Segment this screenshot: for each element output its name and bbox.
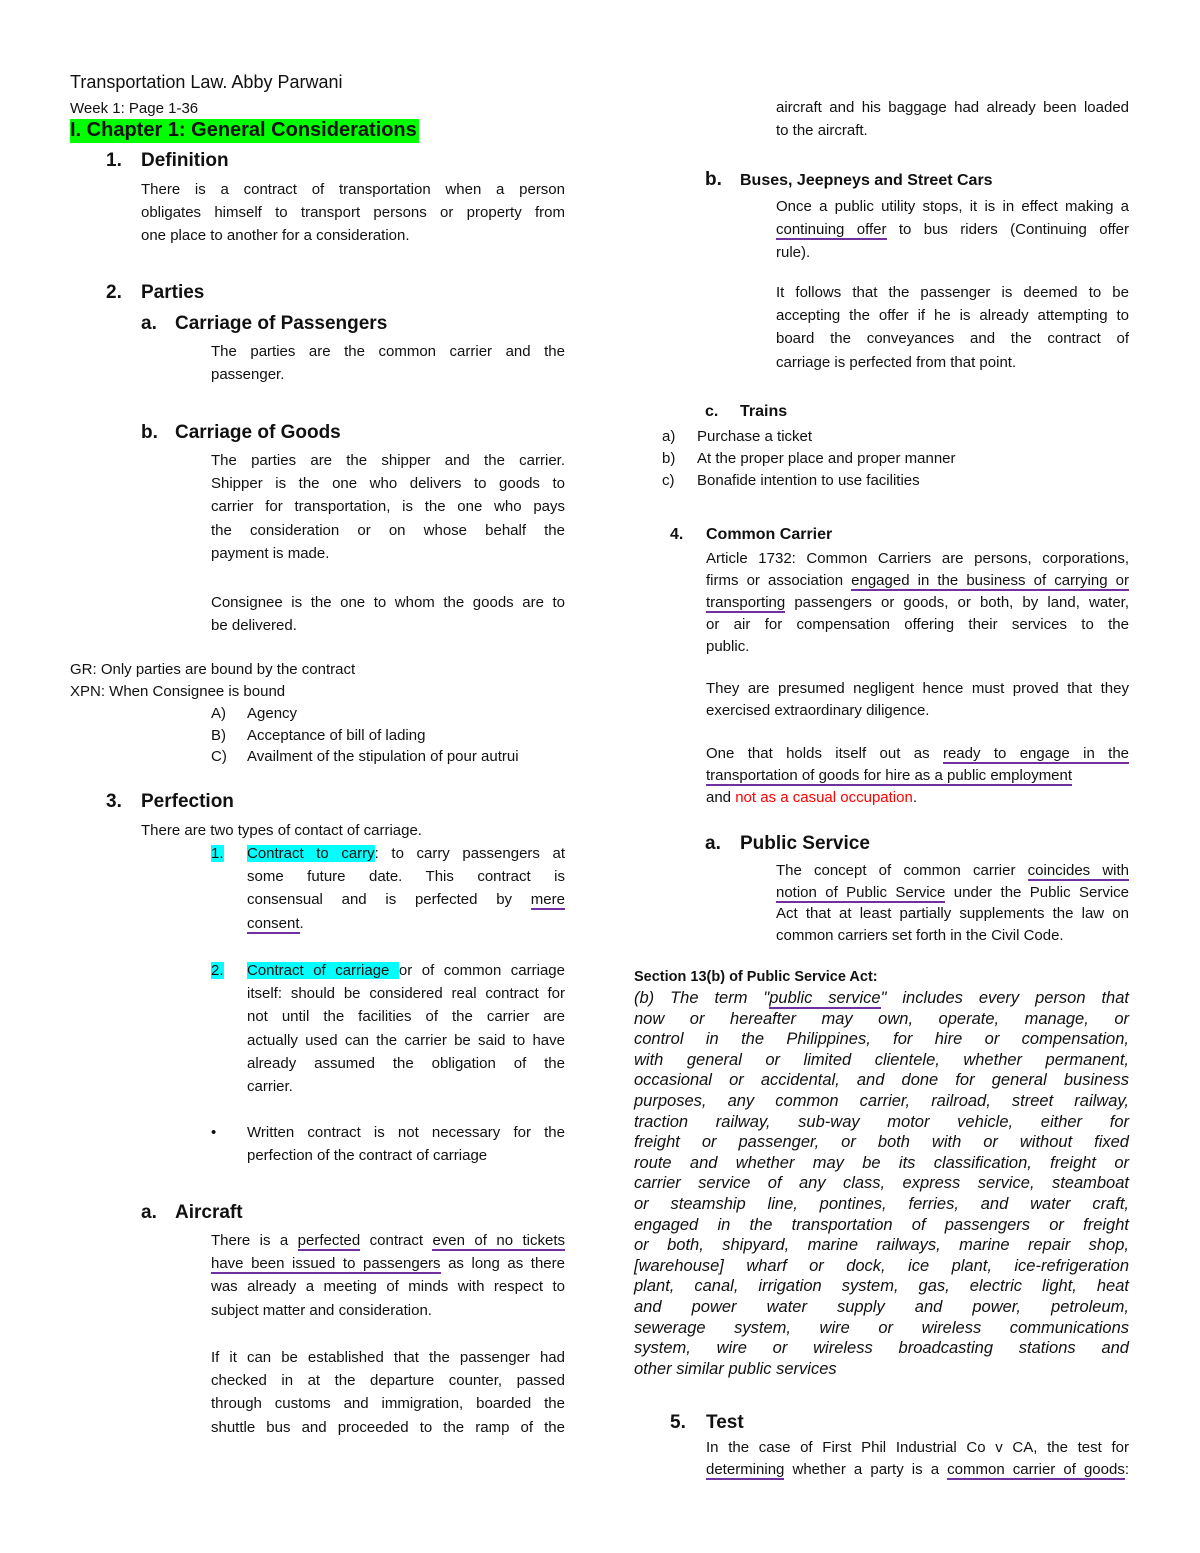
holds-itself-out-text <box>706 743 1129 809</box>
section-13b-heading: Section 13(b) of Public Service Act: <box>634 969 878 985</box>
text-line: Article 1732: Common Carriers are persons, corporations, <box>706 550 1129 567</box>
text-line: Contract to carry: to carry passengers at <box>247 845 565 862</box>
text-line: control in the Philippines, for hire or compensation, <box>634 1030 1129 1049</box>
text-line: obligates himself to transport persons or property from <box>141 204 565 222</box>
text-line: or both, shipyard, marine railways, marine repair shop, <box>634 1236 1129 1255</box>
subsection-goods-number: b. <box>141 422 158 443</box>
text-line: notion of Public Service under the Public Service <box>776 883 1130 901</box>
text-line: or air for compensation offering their services to the <box>706 616 1129 633</box>
section-common-carrier-number: 4. <box>670 526 684 543</box>
subsection-aircraft-number: a. <box>141 1202 157 1223</box>
section-13b-text <box>634 988 1129 1379</box>
text-line: One that holds itself out as ready to engage in the <box>706 745 1130 762</box>
text-line: Consignee is the one to whom the goods are to <box>211 594 565 611</box>
contract-to-carry-text <box>247 842 565 935</box>
subsection-goods-title: Carriage of Goods <box>175 422 341 443</box>
public-service-text <box>776 860 1129 946</box>
text-line: with general or limited clientele, whether permanent, <box>634 1050 1129 1069</box>
text-line: exercised extraordinary diligence. <box>706 702 930 719</box>
perfection-item-number: 2. <box>211 962 224 979</box>
subsection-trains-title: Trains <box>740 403 788 420</box>
document-title: Transportation Law. Abby Parwani <box>70 72 343 92</box>
bullet-text <box>247 1121 565 1167</box>
text-line: carrier. <box>247 1078 293 1096</box>
text-line: through customs and immigration, boarded the <box>211 1395 565 1413</box>
text-line: the consideration or on whose behalf the <box>211 521 565 539</box>
section-definition-number: 1. <box>106 150 122 171</box>
text-line: or steamship line, pontines, ferries, and water craft, <box>634 1194 1129 1213</box>
text-line: actually used can the carrier be said to have <box>247 1031 565 1049</box>
text-line: some future date. This contract is <box>247 868 565 886</box>
text-line: Once a public utility stops, it is in effect making a <box>776 198 1129 215</box>
subsection-passengers-title: Carriage of Passengers <box>175 313 388 334</box>
contract-of-carriage-text <box>247 959 565 1098</box>
text-line: rule). <box>776 244 811 262</box>
text-line: accepting the offer if he is already attempting to <box>776 307 1129 325</box>
aircraft-text-2 <box>211 1346 565 1439</box>
subsection-trains-number: c. <box>705 403 719 420</box>
text-line: and power water supply and power, petroleum, <box>634 1297 1129 1316</box>
general-rule: GR: Only parties are bound by the contract <box>70 661 356 678</box>
text-line: transporting passengers or goods, or both, by land, water, <box>706 594 1130 611</box>
text-line: board the conveyances and the contract of <box>776 330 1129 348</box>
text-line: Written contract is not necessary for the <box>247 1124 565 1141</box>
text-line: Contract of carriage or of common carriage <box>247 962 565 979</box>
text-line: traction railway, sub-way motor vehicle, either for <box>634 1112 1129 1131</box>
perfection-item-number: 1. <box>211 845 224 862</box>
definition-text <box>141 178 565 248</box>
text-line: common carriers set forth in the Civil Code. <box>776 926 1064 944</box>
section-parties-number: 2. <box>106 282 122 303</box>
text-line: not until the facilities of the carrier are <box>247 1008 565 1026</box>
text-line: The concept of common carrier coincides with <box>776 862 1129 879</box>
chapter-heading: I. Chapter 1: General Considerations <box>70 119 417 141</box>
bullet-icon: • <box>211 1124 217 1141</box>
perfection-intro: There are two types of contact of carriage. <box>141 822 422 839</box>
buses-text-2 <box>776 281 1129 374</box>
text-line: They are presumed negligent hence must proved that they <box>706 680 1129 697</box>
buses-text <box>776 195 1129 265</box>
text-line: be delivered. <box>211 617 297 635</box>
exception-heading: XPN: When Consignee is bound <box>70 683 286 700</box>
text-line: The parties are the common carrier and the <box>211 343 565 360</box>
text-line: now or hereafter may own, operate, manage, or <box>634 1009 1129 1028</box>
text-line: payment is made. <box>211 544 330 562</box>
document-page: Transportation Law. Abby Parwani Week 1: Page 1-36 I. Chapter 1: General Considerations 1. Definition There is a contract of transportation when a person obligates himself to transport persons or property from one place to another for a consideration. 2. Parties a. Carriage of Passengers The parties are the common carrier and the passenger. b. Carriage of Goods The parties are the shipper and the carrier. Shipper is the one who delivers to goods to carrier for transportation, is the one who pays the consideration or on whose behalf the payment is made. Consignee is the one to whom the goods are to be delivered. GR: Only parties are bound by the contract XPN: When Consignee is bound A) Agency B) Acceptance of bill of lading C) Availment of the stipulation of pour autrui 3. Perfection There are two types of contact of carriage. 1. Contract to carry: to carry passengers at some future date. This contract is consensual and is perfected by mere consent. 2. Contract of carriage or of common carriage itself: should be considered real contract for not until the facilities of the carrier are actually used can the carrier be said to have already assumed the obligation of the carrier. • Written contract is not necessary for the perfection of the contract of carriage a. Aircraft There is a perfected contract even of no tickets have been issued to passengers as long as there was already a meeting of minds with respect to subject matter and consideration. If it can be established that the passenger had checked in at the departure counter, passed through customs and immigration, boarded the shuttle bus and proceeded to the ramp of the aircraft and his baggage had already been loaded to the aircraft. b. Buses, Jeepneys and Street Cars Once a public utility stops, it is in effect making a continuing offer to bus riders (Continuing offer rule). It follows that the passenger is deemed to be accepting the offer if he is already attempting to board the conveyances and the contract of carriage is perfected from that point. c. Trains a) Purchase a ticket b) At the proper place and proper manner c) Bonafide intention to use facilities 4. Common Carrier Article 1732: Common Carriers are persons, corporations, firms or association engaged in the business of carrying or transporting passengers or goods, or both, by land, water, or air for compensation offering their services to the public. They are presumed negligent hence must proved that they exercised extraordinary diligence. One that holds itself out as ready to engage in the transportation of goods for hire as a public employment and not as a casual occupation. a. Public Service The concept of common carrier coincides with notion of Public Service under the Public Service Act that at least partially supplements the law on common carriers set forth in the Civil Code. Section 13(b) of Public Service Act: (b) The term "public service" includes every person that now or hereafter may own, operate, manage, or control in the Philippines, for hire or compensation, with general or limited clientele, whether permanent, occasional or accidental, and done for general business purposes, any common carrier, railroad, street railway, traction railway, sub-way motor vehicle, either for freight or passenger, or both with or without fixed route and whether may be its classification, freight or carrier service of any class, express service, steamboat or steamship line, pontines, ferries, and water craft, engaged in the transportation of passengers or freight or both, shipyard, marine railways, marine repair shop, [warehouse] wharf or dock, ice plant, ice-refrigeration plant, canal, irrigation system, gas, electric light, heat and power water supply and power, petroleum, sewerage system, wire or wireless communications system, wire or wireless broadcasting stations and other similar public services 5. Test In the case of First Phil Industrial Co v CA, the test for determining whether a party is a common carrier of goods: <box>0 0 1200 1553</box>
subsection-public-service-number: a. <box>705 833 721 854</box>
section-test-title: Test <box>706 1412 744 1433</box>
text-line: consent. <box>247 914 304 932</box>
text-line: [warehouse] wharf or dock, ice plant, ice-refrigeration <box>634 1256 1129 1275</box>
text-line: public. <box>706 638 750 655</box>
section-definition-title: Definition <box>141 150 229 171</box>
goods-text <box>211 449 565 565</box>
text-line: Shipper is the one who delivers to goods to <box>211 475 565 493</box>
text-line: purposes, any common carrier, railroad, street railway, <box>634 1091 1129 1110</box>
text-line: shuttle bus and proceeded to the ramp of the <box>211 1418 565 1436</box>
text-line: checked in at the departure counter, passed <box>211 1372 565 1390</box>
section-perfection-number: 3. <box>106 791 122 812</box>
subsection-passengers-number: a. <box>141 313 157 334</box>
text-line: already assumed the obligation of the <box>247 1054 565 1072</box>
passengers-text <box>211 340 565 386</box>
text-line: other similar public services <box>634 1359 837 1378</box>
text-line: and not as a casual occupation. <box>706 789 917 806</box>
text-line: It follows that the passenger is deemed to be <box>776 284 1129 301</box>
text-line: have been issued to passengers as long as there <box>211 1255 565 1273</box>
text-line: firms or association engaged in the business of carrying or <box>706 572 1129 589</box>
text-line: consensual and is perfected by mere <box>247 891 565 909</box>
text-line: system, wire or wireless broadcasting stations and <box>634 1339 1129 1358</box>
aircraft-text <box>211 1229 565 1322</box>
text-line: subject matter and consideration. <box>211 1301 432 1319</box>
text-line: one place to another for a consideration. <box>141 227 410 245</box>
text-line: route and whether may be its classification, freight or <box>634 1153 1129 1172</box>
text-line: transportation of goods for hire as a public employment <box>706 767 1073 784</box>
text-line: If it can be established that the passenger had <box>211 1349 565 1366</box>
text-line: Act that at least partially supplements the law on <box>776 905 1129 922</box>
section-test-number: 5. <box>670 1412 686 1433</box>
subsection-aircraft-title: Aircraft <box>175 1202 243 1223</box>
text-line: carrier service of any class, express service, steamboat <box>634 1174 1129 1193</box>
text-line: engaged in the transportation of passengers or freight <box>634 1215 1129 1234</box>
week-label: Week 1: Page 1-36 <box>70 100 199 117</box>
text-line: freight or passenger, or both with or without fixed <box>634 1133 1129 1152</box>
text-line: carriage is perfected from that point. <box>776 353 1017 371</box>
text-line: There is a contract of transportation when a person <box>141 181 565 198</box>
text-line: There is a perfected contract even of no tickets <box>211 1232 565 1249</box>
text-line: perfection of the contract of carriage <box>247 1147 488 1165</box>
text-line: to the aircraft. <box>776 122 868 140</box>
section-perfection-title: Perfection <box>141 791 234 812</box>
text-line: (b) The term "public service" includes every person that <box>634 989 1129 1007</box>
text-line: passenger. <box>211 366 285 384</box>
subsection-public-service-title: Public Service <box>740 833 870 854</box>
subsection-buses-number: b. <box>705 169 722 190</box>
section-common-carrier-title: Common Carrier <box>706 526 833 543</box>
text-line: In the case of First Phil Industrial Co v CA, the test for <box>706 1439 1129 1456</box>
text-line: was already a meeting of minds with respect to <box>211 1278 565 1296</box>
text-line: determining whether a party is a common carrier of goods: <box>706 1461 1130 1478</box>
subsection-buses-title: Buses, Jeepneys and Street Cars <box>740 172 993 189</box>
text-line: carrier for transportation, is the one who pays <box>211 498 565 516</box>
test-text <box>706 1437 1129 1481</box>
common-carrier-text <box>706 548 1129 658</box>
text-line: aircraft and his baggage had already been loaded <box>776 99 1129 116</box>
text-line: sewerage system, wire or wireless communications <box>634 1318 1129 1337</box>
presumed-negligent-text <box>706 678 1129 722</box>
aircraft-continued-text <box>776 96 1129 142</box>
text-line: The parties are the shipper and the carrier. <box>211 452 565 469</box>
section-parties-title: Parties <box>141 282 205 303</box>
text-line: continuing offer to bus riders (Continuing offer <box>776 221 1129 239</box>
text-line: occasional or accidental, and done for general business <box>634 1071 1129 1090</box>
consignee-text <box>211 591 565 637</box>
text-line: itself: should be considered real contract for <box>247 985 565 1003</box>
text-line: plant, canal, irrigation system, gas, electric light, heat <box>634 1277 1129 1296</box>
